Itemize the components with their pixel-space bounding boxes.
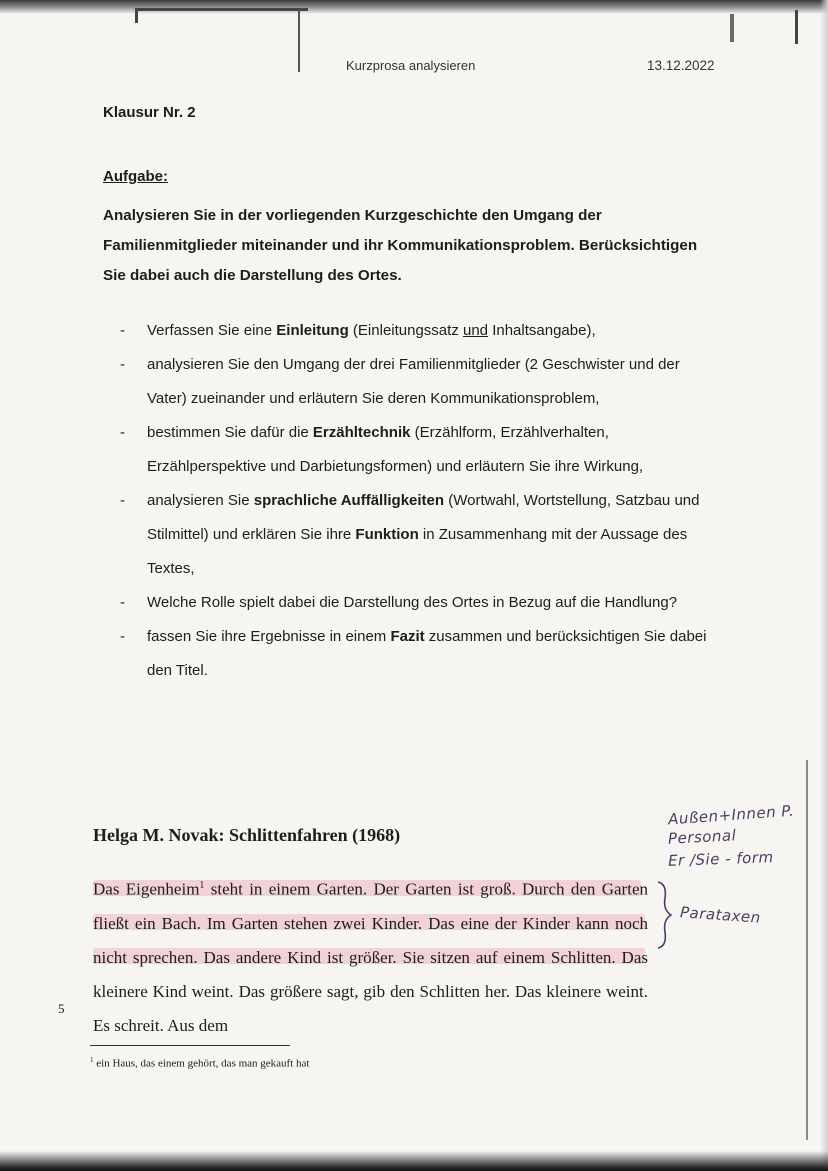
scan-right-shadow (820, 0, 828, 1171)
bullet-text (147, 620, 720, 688)
bullet-text (147, 314, 720, 348)
bullet-dash: - (120, 628, 125, 645)
bullet-dash: - (120, 492, 125, 509)
scan-right-edge-line (806, 760, 808, 1140)
scan-edge-mark-right-2 (795, 10, 798, 44)
text-run: zusammen und berücksichtigen Sie dabei den Titel. (147, 628, 707, 679)
task-bullet-item (120, 348, 720, 416)
bullet-text (147, 348, 720, 416)
curly-brace-icon (655, 880, 675, 950)
task-label: Aufgabe: (103, 168, 168, 185)
header-title: Kurzprosa analysieren (346, 58, 476, 73)
task-bullet-item (120, 314, 720, 348)
task-bullet-list (120, 314, 720, 688)
scan-edge-line (298, 10, 300, 72)
text-run: analysieren Sie (147, 492, 254, 509)
text-run: bestimmen Sie dafür die (147, 424, 313, 441)
bullet-dash: - (120, 356, 125, 373)
text-run: Welche Rolle spielt dabei die Darstellung des Ortes in Bezug auf die Handlung? (147, 594, 678, 611)
text-run: Verfassen Sie eine (147, 322, 277, 339)
text-run: (Wortwahl, Wortstellung, Satzbau und Stilmittel) und erklären Sie ihre (147, 492, 700, 543)
scan-top-shadow (0, 0, 828, 14)
scan-edge-mark (135, 8, 308, 23)
line-number: 5 (58, 1001, 65, 1016)
scan-edge-mark-right (730, 14, 734, 42)
bullet-dash: - (120, 594, 125, 611)
footnote-reference: 1 (199, 880, 205, 891)
scan-bottom-shadow (0, 1151, 828, 1171)
story-text (93, 869, 648, 1043)
handwritten-note-personal: Personal (667, 826, 737, 848)
underlined-term: und (463, 322, 489, 339)
bullet-text (147, 586, 720, 620)
bold-term: Fazit (390, 628, 425, 645)
header-date: 13.12.2022 (647, 58, 715, 73)
handwritten-note-form: Er /Sie - form (667, 848, 774, 870)
task-bullet-item (120, 620, 720, 688)
bullet-text (147, 416, 720, 484)
text-run: fassen Sie ihre Ergebnisse in einem (147, 628, 391, 645)
text-run: Inhaltsangabe), (488, 322, 596, 339)
task-bullet-item (120, 484, 720, 586)
story-text-rest: steht in einem Garten. Der Garten ist groß. Durch den Garten fließt ein Bach. Im Garten stehen zwei Kinder. Das eine der Kinder kann noch nicht sprechen. Das andere Kind ist größer. Sie sitzen auf einem Schlitten. Das kleinere Kind weint. Das größere sagt, gib den Schlitten her. Das kleinere weint. Es schreit. Aus dem (93, 879, 648, 1035)
text-run: (Einleitungssatz (348, 322, 463, 339)
text-run: in Zusammenhang mit der Aussage des Textes, (147, 526, 688, 577)
bullet-dash: - (120, 424, 125, 441)
bold-term: Funktion (355, 526, 419, 543)
bullet-text (147, 484, 720, 586)
story-text-start: Das Eigenheim (93, 879, 200, 899)
handwritten-note-parataxis: Parataxen (679, 903, 762, 927)
footnote-mark: 1 (90, 1056, 94, 1064)
exam-number: Klausur Nr. 2 (103, 104, 196, 121)
bold-term: sprachliche Auffälligkeiten (253, 492, 445, 509)
text-run: analysieren Sie den Umgang der drei Familienmitglieder (2 Geschwister und der Vater) zueinander und erläutern Sie deren Kommunikationsproblem, (147, 356, 680, 407)
bold-term: Erzähltechnik (312, 424, 411, 441)
footnote (90, 1056, 309, 1070)
task-bullet-item (120, 416, 720, 484)
bullet-dash: - (120, 322, 125, 339)
handwritten-note-perspective: Außen+Innen P. (667, 801, 795, 829)
task-text: Analysieren Sie in der vorliegenden Kurzgeschichte den Umgang der Familienmitglieder miteinander und ihr Kommunikationsproblem. Berücksichtigen Sie dabei auch die Darstellung des Ortes. (103, 207, 698, 284)
footnote-divider (90, 1045, 290, 1046)
text-run: (Erzählform, Erzählverhalten, Erzählperspektive und Darbietungsformen) und erläutern Sie ihre Wirkung, (147, 424, 644, 475)
footnote-text: ein Haus, das einem gehört, das man gekauft hat (93, 1057, 310, 1070)
story-title: Helga M. Novak: Schlittenfahren (1968) (93, 825, 401, 845)
bold-term: Einleitung (276, 322, 349, 339)
task-bullet-item (120, 586, 720, 620)
